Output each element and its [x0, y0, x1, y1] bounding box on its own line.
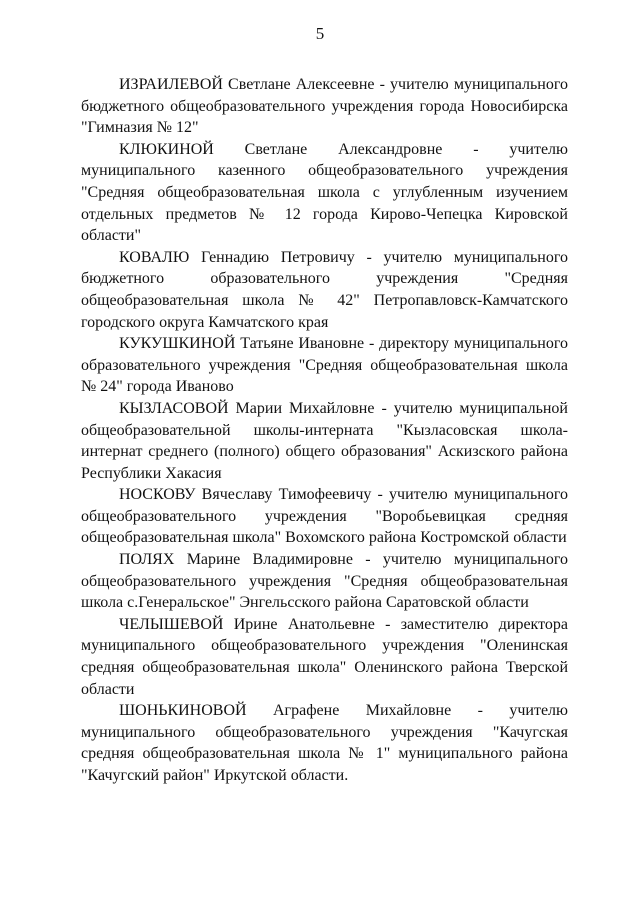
- award-entry: ПОЛЯХ Марине Владимировне - учителю муниципального общеобразовательного учреждения "Средняя общеобразовательная школа с.Генеральское" Энгельсского района Саратовской области: [81, 551, 568, 612]
- award-entry: ШОНЬКИНОВОЙ Аграфене Михайловне - учителю муниципального общеобразовательного учреждения "Качугская средняя общеобразовательная школа № 1" муниципального района "Качугский район" Иркутской области.: [81, 702, 568, 784]
- award-list: [81, 74, 568, 787]
- award-entry: НОСКОВУ Вячеславу Тимофеевичу - учителю муниципального общеобразовательного учреждения "Воробьевицкая средняя общеобразовательная школа" Вохомского района Костромской области: [81, 486, 568, 547]
- award-entry: КУКУШКИНОЙ Татьяне Ивановне - директору муниципального образовательного учреждения "Средняя общеобразовательная школа № 24" города Иваново: [81, 335, 568, 396]
- award-entry: ЧЕЛЫШЕВОЙ Ирине Анатольевне - заместителю директора муниципального общеобразовательного учреждения "Оленинская средняя общеобразовательная школа" Оленинского района Тверской области: [81, 615, 568, 698]
- award-entry: КОВАЛЮ Геннадию Петровичу - учителю муниципального бюджетного образовательного учреждения "Средняя общеобразовательная школа № 42" Петропавловск-Камчатского городского округа Камчатского края: [81, 248, 568, 331]
- award-entry: КЫЗЛАСОВОЙ Марии Михайловне - учителю муниципальной общеобразовательной школы-интерната "Кызласовская школа-интернат среднего (полного) общего образования" Аскизского района Республики Хакасия: [81, 399, 568, 482]
- page-number: 5: [315, 24, 325, 43]
- award-entry: КЛЮКИНОЙ Светлане Александровне - учителю муниципального казенного общеобразовательного учреждения "Средняя общеобразовательная школа с углубленным изучением отдельных предметов № 12 города Кирово-Чепецка Кировской области": [81, 140, 568, 245]
- award-entry: ИЗРАИЛЕВОЙ Светлане Алексеевне - учителю муниципального бюджетного общеобразовательного учреждения города Новосибирска "Гимназия № 12": [81, 76, 568, 137]
